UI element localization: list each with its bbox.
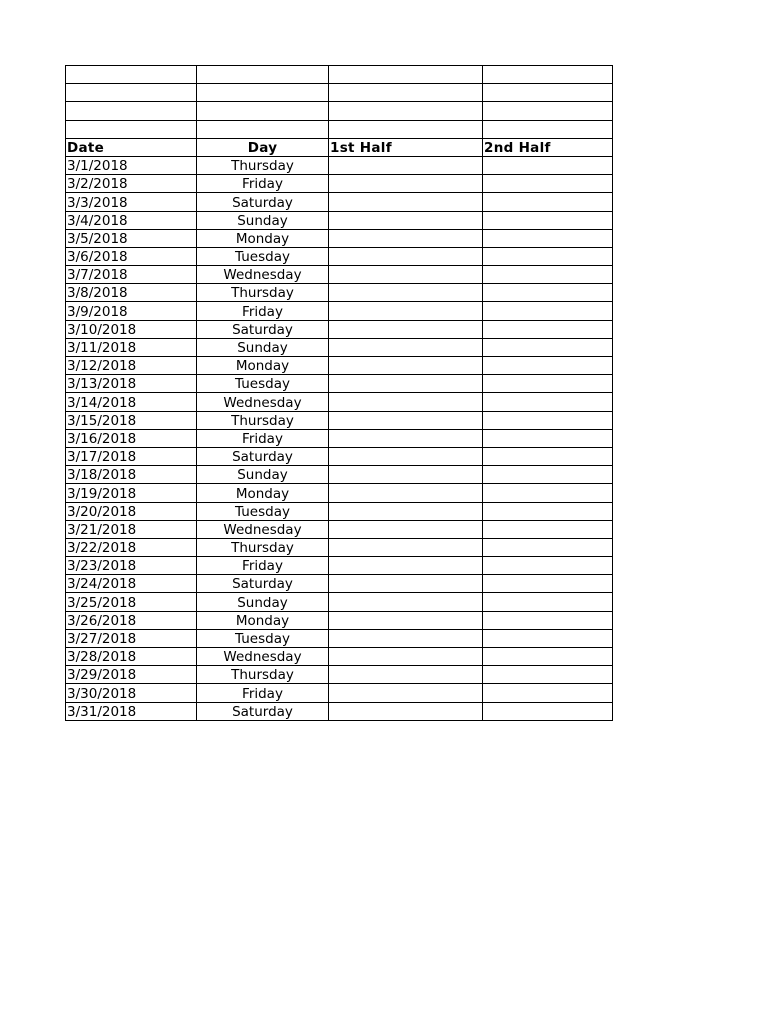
first-half-cell[interactable] [329,266,483,284]
second-half-cell[interactable] [483,247,613,265]
date-cell[interactable]: 3/17/2018 [66,447,197,465]
date-cell[interactable]: 3/15/2018 [66,411,197,429]
day-cell[interactable]: Thursday [197,666,329,684]
day-cell[interactable]: Tuesday [197,629,329,647]
date-cell[interactable]: 3/11/2018 [66,338,197,356]
day-cell[interactable]: Saturday [197,575,329,593]
first-half-cell[interactable] [329,156,483,174]
date-cell[interactable]: 3/22/2018 [66,538,197,556]
date-cell[interactable]: 3/26/2018 [66,611,197,629]
date-cell[interactable]: 3/18/2018 [66,466,197,484]
table-row [66,211,613,229]
date-cell[interactable]: 3/4/2018 [66,211,197,229]
first-half-cell[interactable] [329,466,483,484]
date-cell[interactable]: 3/25/2018 [66,593,197,611]
table-row [66,156,613,174]
header-first-half[interactable]: 1st Half [329,138,483,156]
day-cell[interactable]: Monday [197,611,329,629]
day-cell[interactable]: Sunday [197,338,329,356]
first-half-cell[interactable] [329,211,483,229]
table-row [66,611,613,629]
first-half-cell[interactable] [329,284,483,302]
second-half-cell[interactable] [483,666,613,684]
first-half-cell[interactable] [329,393,483,411]
second-half-cell[interactable] [483,175,613,193]
table-cell[interactable] [197,102,329,120]
second-half-cell[interactable] [483,629,613,647]
table-cell[interactable] [483,102,613,120]
first-half-cell[interactable] [329,629,483,647]
day-cell[interactable]: Friday [197,557,329,575]
table-cell[interactable] [483,120,613,138]
date-cell[interactable]: 3/16/2018 [66,429,197,447]
second-half-cell[interactable] [483,611,613,629]
second-half-cell[interactable] [483,229,613,247]
table-row [66,629,613,647]
date-cell[interactable]: 3/10/2018 [66,320,197,338]
header-second-half[interactable]: 2nd Half [483,138,613,156]
first-half-cell[interactable] [329,320,483,338]
day-cell[interactable]: Saturday [197,447,329,465]
table-row [66,266,613,284]
day-cell[interactable]: Thursday [197,411,329,429]
blank-row [66,84,613,102]
second-half-cell[interactable] [483,156,613,174]
table-cell[interactable] [197,120,329,138]
table-cell[interactable] [66,120,197,138]
table-cell[interactable] [197,66,329,84]
date-cell[interactable]: 3/30/2018 [66,684,197,702]
table-row [66,666,613,684]
date-cell[interactable]: 3/20/2018 [66,502,197,520]
day-cell[interactable]: Saturday [197,320,329,338]
first-half-cell[interactable] [329,611,483,629]
day-cell[interactable]: Saturday [197,193,329,211]
day-cell[interactable]: Tuesday [197,375,329,393]
day-cell[interactable]: Monday [197,357,329,375]
second-half-cell[interactable] [483,284,613,302]
day-cell[interactable]: Sunday [197,211,329,229]
table-cell[interactable] [329,84,483,102]
date-cell[interactable]: 3/13/2018 [66,375,197,393]
second-half-cell[interactable] [483,702,613,720]
second-half-cell[interactable] [483,557,613,575]
second-half-cell[interactable] [483,357,613,375]
first-half-cell[interactable] [329,447,483,465]
table-cell[interactable] [66,102,197,120]
day-cell[interactable]: Thursday [197,538,329,556]
date-cell[interactable]: 3/27/2018 [66,629,197,647]
blank-row [66,120,613,138]
date-cell[interactable]: 3/24/2018 [66,575,197,593]
attendance-table [65,65,613,721]
second-half-cell[interactable] [483,193,613,211]
table-body [66,66,613,721]
table-row [66,284,613,302]
date-cell[interactable]: 3/23/2018 [66,557,197,575]
second-half-cell[interactable] [483,375,613,393]
table-row [66,193,613,211]
day-cell[interactable]: Wednesday [197,520,329,538]
first-half-cell[interactable] [329,593,483,611]
table-row [66,538,613,556]
second-half-cell[interactable] [483,302,613,320]
table-row [66,229,613,247]
table-row [66,502,613,520]
table-row [66,320,613,338]
second-half-cell[interactable] [483,538,613,556]
second-half-cell[interactable] [483,429,613,447]
day-cell[interactable]: Friday [197,684,329,702]
second-half-cell[interactable] [483,211,613,229]
table-cell[interactable] [197,84,329,102]
second-half-cell[interactable] [483,648,613,666]
table-row [66,375,613,393]
day-cell[interactable]: Wednesday [197,266,329,284]
table-row [66,429,613,447]
date-cell[interactable]: 3/12/2018 [66,357,197,375]
date-cell[interactable]: 3/5/2018 [66,229,197,247]
table-row [66,302,613,320]
day-cell[interactable]: Monday [197,484,329,502]
second-half-cell[interactable] [483,502,613,520]
day-cell[interactable]: Tuesday [197,502,329,520]
table-row [66,175,613,193]
date-cell[interactable]: 3/21/2018 [66,520,197,538]
first-half-cell[interactable] [329,520,483,538]
blank-row [66,66,613,84]
first-half-cell[interactable] [329,684,483,702]
table-row [66,447,613,465]
table-row [66,411,613,429]
day-cell[interactable]: Wednesday [197,648,329,666]
second-half-cell[interactable] [483,520,613,538]
table-row [66,393,613,411]
day-cell[interactable]: Sunday [197,593,329,611]
table-cell[interactable] [483,84,613,102]
day-cell[interactable]: Thursday [197,284,329,302]
second-half-cell[interactable] [483,484,613,502]
table-cell[interactable] [483,66,613,84]
table-row [66,466,613,484]
table-cell[interactable] [329,66,483,84]
date-cell[interactable]: 3/28/2018 [66,648,197,666]
table-row [66,557,613,575]
first-half-cell[interactable] [329,175,483,193]
day-cell[interactable]: Monday [197,229,329,247]
second-half-cell[interactable] [483,393,613,411]
table-row [66,648,613,666]
header-row [66,138,613,156]
second-half-cell[interactable] [483,575,613,593]
first-half-cell[interactable] [329,229,483,247]
second-half-cell[interactable] [483,684,613,702]
table-row [66,357,613,375]
second-half-cell[interactable] [483,411,613,429]
table-row [66,247,613,265]
day-cell[interactable]: Saturday [197,702,329,720]
table-cell[interactable] [66,84,197,102]
first-half-cell[interactable] [329,648,483,666]
second-half-cell[interactable] [483,338,613,356]
first-half-cell[interactable] [329,666,483,684]
day-cell[interactable]: Friday [197,429,329,447]
date-cell[interactable]: 3/9/2018 [66,302,197,320]
first-half-cell[interactable] [329,193,483,211]
second-half-cell[interactable] [483,266,613,284]
second-half-cell[interactable] [483,447,613,465]
table-row [66,338,613,356]
first-half-cell[interactable] [329,247,483,265]
date-cell[interactable]: 3/29/2018 [66,666,197,684]
first-half-cell[interactable] [329,502,483,520]
table-cell[interactable] [329,102,483,120]
date-cell[interactable]: 3/1/2018 [66,156,197,174]
table-row [66,484,613,502]
table-row [66,684,613,702]
day-cell[interactable]: Friday [197,302,329,320]
day-cell[interactable]: Friday [197,175,329,193]
date-cell[interactable]: 3/19/2018 [66,484,197,502]
second-half-cell[interactable] [483,320,613,338]
first-half-cell[interactable] [329,557,483,575]
table-row [66,593,613,611]
table-cell[interactable] [66,66,197,84]
table-row [66,575,613,593]
date-cell[interactable]: 3/31/2018 [66,702,197,720]
table-row [66,520,613,538]
header-day[interactable]: Day [197,138,329,156]
first-half-cell[interactable] [329,484,483,502]
day-cell[interactable]: Sunday [197,466,329,484]
first-half-cell[interactable] [329,429,483,447]
date-cell[interactable]: 3/8/2018 [66,284,197,302]
second-half-cell[interactable] [483,593,613,611]
date-cell[interactable]: 3/14/2018 [66,393,197,411]
first-half-cell[interactable] [329,575,483,593]
day-cell[interactable]: Wednesday [197,393,329,411]
day-cell[interactable]: Thursday [197,156,329,174]
date-cell[interactable]: 3/6/2018 [66,247,197,265]
second-half-cell[interactable] [483,466,613,484]
first-half-cell[interactable] [329,538,483,556]
first-half-cell[interactable] [329,302,483,320]
table-row [66,702,613,720]
first-half-cell[interactable] [329,357,483,375]
header-date[interactable]: Date [66,138,197,156]
date-cell[interactable]: 3/2/2018 [66,175,197,193]
day-cell[interactable]: Tuesday [197,247,329,265]
first-half-cell[interactable] [329,411,483,429]
blank-row [66,102,613,120]
date-cell[interactable]: 3/3/2018 [66,193,197,211]
first-half-cell[interactable] [329,375,483,393]
first-half-cell[interactable] [329,702,483,720]
date-cell[interactable]: 3/7/2018 [66,266,197,284]
table-cell[interactable] [329,120,483,138]
first-half-cell[interactable] [329,338,483,356]
